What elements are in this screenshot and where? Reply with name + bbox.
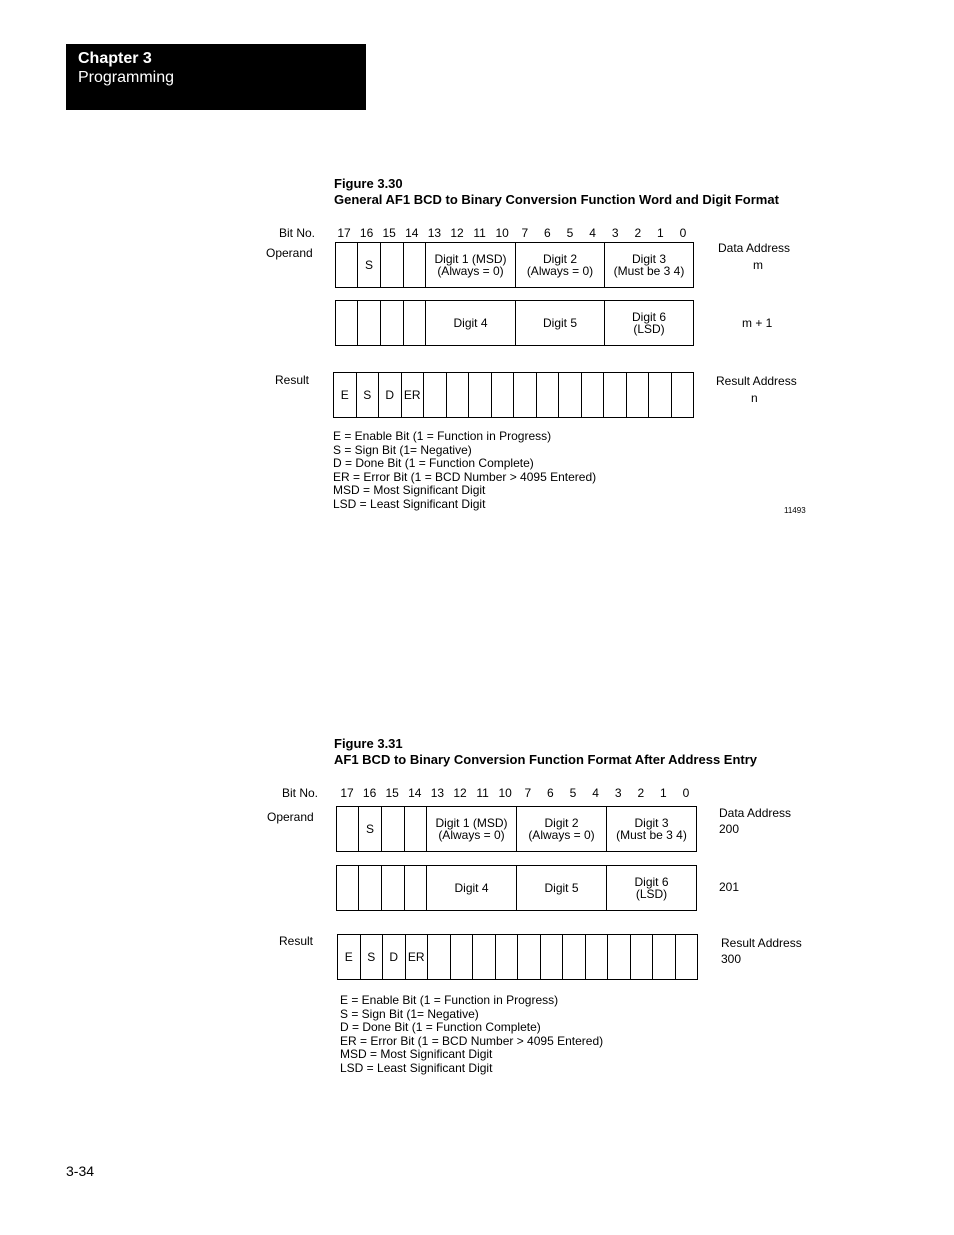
data-address-value: m — [753, 258, 763, 272]
bit-number: 7 — [524, 786, 532, 800]
bit-number: 11 — [476, 786, 489, 800]
bit-cell — [447, 373, 470, 417]
digit-4-cell — [427, 866, 517, 910]
data-address-label: Data Address — [718, 241, 791, 255]
legend-line: ER = Error Bit (1 = BCD Number > 4095 Entered) — [340, 1033, 604, 1048]
cell-text: Digit 6 — [631, 310, 666, 324]
bit-number: 4 — [589, 226, 596, 240]
digit-1-cell — [427, 807, 517, 851]
result-e-cell — [338, 935, 361, 979]
cell-text: Digit 6 — [634, 875, 669, 889]
cell-text: (LSD) — [635, 887, 668, 901]
result-er-cell — [402, 373, 425, 417]
legend-line: LSD = Least Significant Digit — [340, 1060, 493, 1075]
data-address-value-2: m + 1 — [742, 316, 773, 330]
bit-number: 4 — [592, 786, 599, 800]
legend-line: ER = Error Bit (1 = BCD Number > 4095 Entered) — [333, 469, 597, 484]
operand-label: Operand — [267, 810, 314, 824]
operand-word-2 — [335, 300, 694, 346]
bit-number: 5 — [569, 786, 577, 800]
result-address-label: Result Address — [716, 374, 797, 388]
bit-cell — [604, 373, 627, 417]
operand-word-1 — [335, 242, 694, 288]
cell-text: S — [367, 950, 376, 964]
bit-cell — [649, 373, 672, 417]
legend-line: MSD = Most Significant Digit — [333, 483, 486, 497]
bit-cell — [676, 935, 698, 979]
bit-number: 0 — [679, 226, 687, 240]
result-s-cell — [361, 935, 384, 979]
cell-text: Digit 5 — [542, 316, 577, 330]
cell-text: S — [363, 388, 372, 402]
cell-text: D — [385, 388, 395, 402]
figure-label: Figure 3.31 — [334, 736, 403, 751]
cell-text: (Always = 0) — [526, 264, 594, 278]
result-address-label: Result Address — [721, 936, 802, 950]
section-title: Programming — [78, 69, 175, 86]
result-d-cell — [383, 935, 406, 979]
cell-text: (Always = 0) — [437, 264, 504, 278]
cell-text: E — [340, 388, 349, 402]
figure-title: General AF1 BCD to Binary Conversion Function Word and Digit Format — [334, 192, 779, 207]
result-s-cell — [357, 373, 380, 417]
result-address-value: 300 — [721, 952, 742, 966]
cell-text: ER — [407, 950, 425, 964]
cell-text: ER — [403, 388, 421, 402]
bit-cell — [496, 935, 519, 979]
cell-text: (Must be 3 4) — [613, 264, 685, 278]
legend — [333, 430, 596, 511]
legend-line: D = Done Bit (1 = Function Complete) — [340, 1020, 541, 1034]
result-address-value: n — [751, 391, 758, 405]
bit-cell — [382, 807, 405, 851]
cell-text: E — [344, 950, 353, 964]
page-number: 3-34 — [66, 1163, 95, 1179]
bit-number: 16 — [359, 226, 374, 240]
bit-number: 17 — [337, 226, 351, 240]
bit-cell — [627, 373, 650, 417]
bit-no-label: Bit No. — [282, 786, 319, 800]
bit-number: 0 — [682, 786, 690, 800]
result-label: Result — [279, 934, 314, 948]
digit-2-cell — [516, 243, 605, 287]
cell-text: Digit 3 — [634, 816, 669, 830]
bit-number: 2 — [637, 786, 645, 800]
bit-number: 11 — [473, 226, 486, 240]
operand-label: Operand — [266, 246, 313, 260]
bit-number: 6 — [544, 226, 551, 240]
operand-word-1 — [336, 806, 697, 852]
bit-number: 15 — [382, 226, 396, 240]
bit-number: 2 — [634, 226, 642, 240]
bit-number: 16 — [362, 786, 377, 800]
figure-title: AF1 BCD to Binary Conversion Function Format After Address Entry — [334, 752, 758, 767]
bit-number: 17 — [340, 786, 354, 800]
cell-text: S — [365, 822, 374, 836]
bit-cell — [451, 935, 474, 979]
bit-cell — [424, 373, 447, 417]
data-address-value-2: 201 — [719, 880, 740, 894]
bit-number: 14 — [408, 786, 422, 800]
bit-cell — [586, 935, 609, 979]
bit-number: 3 — [611, 226, 619, 240]
bit-cell — [359, 866, 382, 910]
bit-cell — [559, 373, 582, 417]
legend-line: D = Done Bit (1 = Function Complete) — [333, 456, 534, 470]
bit-cell — [563, 935, 586, 979]
bit-number: 10 — [495, 226, 509, 240]
legend-line: LSD = Least Significant Digit — [333, 496, 486, 511]
bit-number: 1 — [657, 226, 664, 240]
cell-text: (LSD) — [633, 322, 665, 336]
cell-text: Digit 3 — [631, 252, 666, 266]
cell-text: Digit 2 — [542, 252, 577, 266]
bit-cell — [473, 935, 496, 979]
result-word — [337, 934, 698, 980]
legend-line: S = Sign Bit (1= Negative) — [340, 1006, 479, 1021]
bit-cell — [582, 373, 605, 417]
bit-number: 15 — [385, 786, 399, 800]
bit-cell — [514, 373, 537, 417]
digit-1-cell — [426, 243, 516, 287]
bit-cell — [492, 373, 515, 417]
bit-cell — [337, 866, 359, 910]
sign-bit-cell — [359, 807, 382, 851]
chapter-title: Chapter 3 — [78, 50, 152, 67]
cell-text: Digit 4 — [453, 316, 488, 330]
bit-number: 13 — [430, 786, 445, 800]
bit-cell — [337, 807, 359, 851]
result-word — [333, 372, 694, 418]
digit-4-cell — [426, 301, 516, 345]
bit-cell — [381, 243, 404, 287]
cell-text: (Must be 3 4) — [616, 828, 687, 842]
figure-label: Figure 3.30 — [334, 176, 403, 191]
cell-text: (Always = 0) — [528, 828, 595, 842]
cell-text: Digit 1 (MSD) — [434, 252, 507, 266]
bit-cell — [608, 935, 631, 979]
result-e-cell — [334, 373, 357, 417]
figure-code: 11493 — [784, 506, 806, 515]
bit-cell — [381, 301, 404, 345]
operand-word-2 — [336, 865, 697, 911]
sign-bit-cell — [358, 243, 381, 287]
bit-cell — [405, 866, 427, 910]
bit-cell — [631, 935, 654, 979]
result-er-cell — [406, 935, 429, 979]
bit-number: 13 — [427, 226, 442, 240]
bit-cell — [518, 935, 541, 979]
bit-number: 3 — [614, 786, 622, 800]
digit-2-cell — [517, 807, 607, 851]
cell-text: S — [364, 258, 373, 272]
chapter-header — [66, 44, 366, 110]
bit-number: 5 — [566, 226, 574, 240]
cell-text: (Always = 0) — [438, 828, 505, 842]
bit-number: 12 — [450, 226, 464, 240]
bit-cell — [382, 866, 405, 910]
bit-cell — [469, 373, 492, 417]
bit-number: 1 — [660, 786, 667, 800]
cell-text: D — [389, 950, 399, 964]
digit-5-cell — [517, 866, 607, 910]
result-d-cell — [379, 373, 402, 417]
bit-cell — [358, 301, 381, 345]
bit-cell — [405, 807, 427, 851]
digit-6-cell — [605, 301, 693, 345]
legend-line: E = Enable Bit (1 = Function in Progress) — [333, 429, 552, 443]
bit-cell — [404, 243, 426, 287]
bit-cell — [537, 373, 560, 417]
digit-6-cell — [607, 866, 696, 910]
data-address-value: 200 — [719, 822, 740, 836]
bit-cell — [336, 243, 358, 287]
bit-number: 10 — [498, 786, 512, 800]
result-label: Result — [275, 373, 310, 387]
digit-3-cell — [607, 807, 696, 851]
bit-cell — [653, 935, 676, 979]
bit-cell — [672, 373, 694, 417]
legend-line: MSD = Most Significant Digit — [340, 1047, 493, 1061]
cell-text: Digit 2 — [544, 816, 579, 830]
bit-cell — [541, 935, 564, 979]
data-address-label: Data Address — [719, 806, 792, 820]
bit-number: 7 — [521, 226, 529, 240]
legend-line: E = Enable Bit (1 = Function in Progress) — [340, 993, 559, 1007]
cell-text: Digit 4 — [454, 881, 489, 895]
bit-number: 6 — [547, 786, 554, 800]
bit-cell — [336, 301, 358, 345]
digit-5-cell — [516, 301, 605, 345]
bit-number: 12 — [453, 786, 467, 800]
bit-no-label: Bit No. — [279, 226, 316, 240]
legend — [340, 994, 603, 1075]
bit-number: 14 — [405, 226, 419, 240]
cell-text: Digit 5 — [544, 881, 579, 895]
bit-cell — [428, 935, 451, 979]
legend-line: S = Sign Bit (1= Negative) — [333, 442, 472, 457]
digit-3-cell — [605, 243, 693, 287]
bit-cell — [404, 301, 426, 345]
cell-text: Digit 1 (MSD) — [435, 816, 508, 830]
